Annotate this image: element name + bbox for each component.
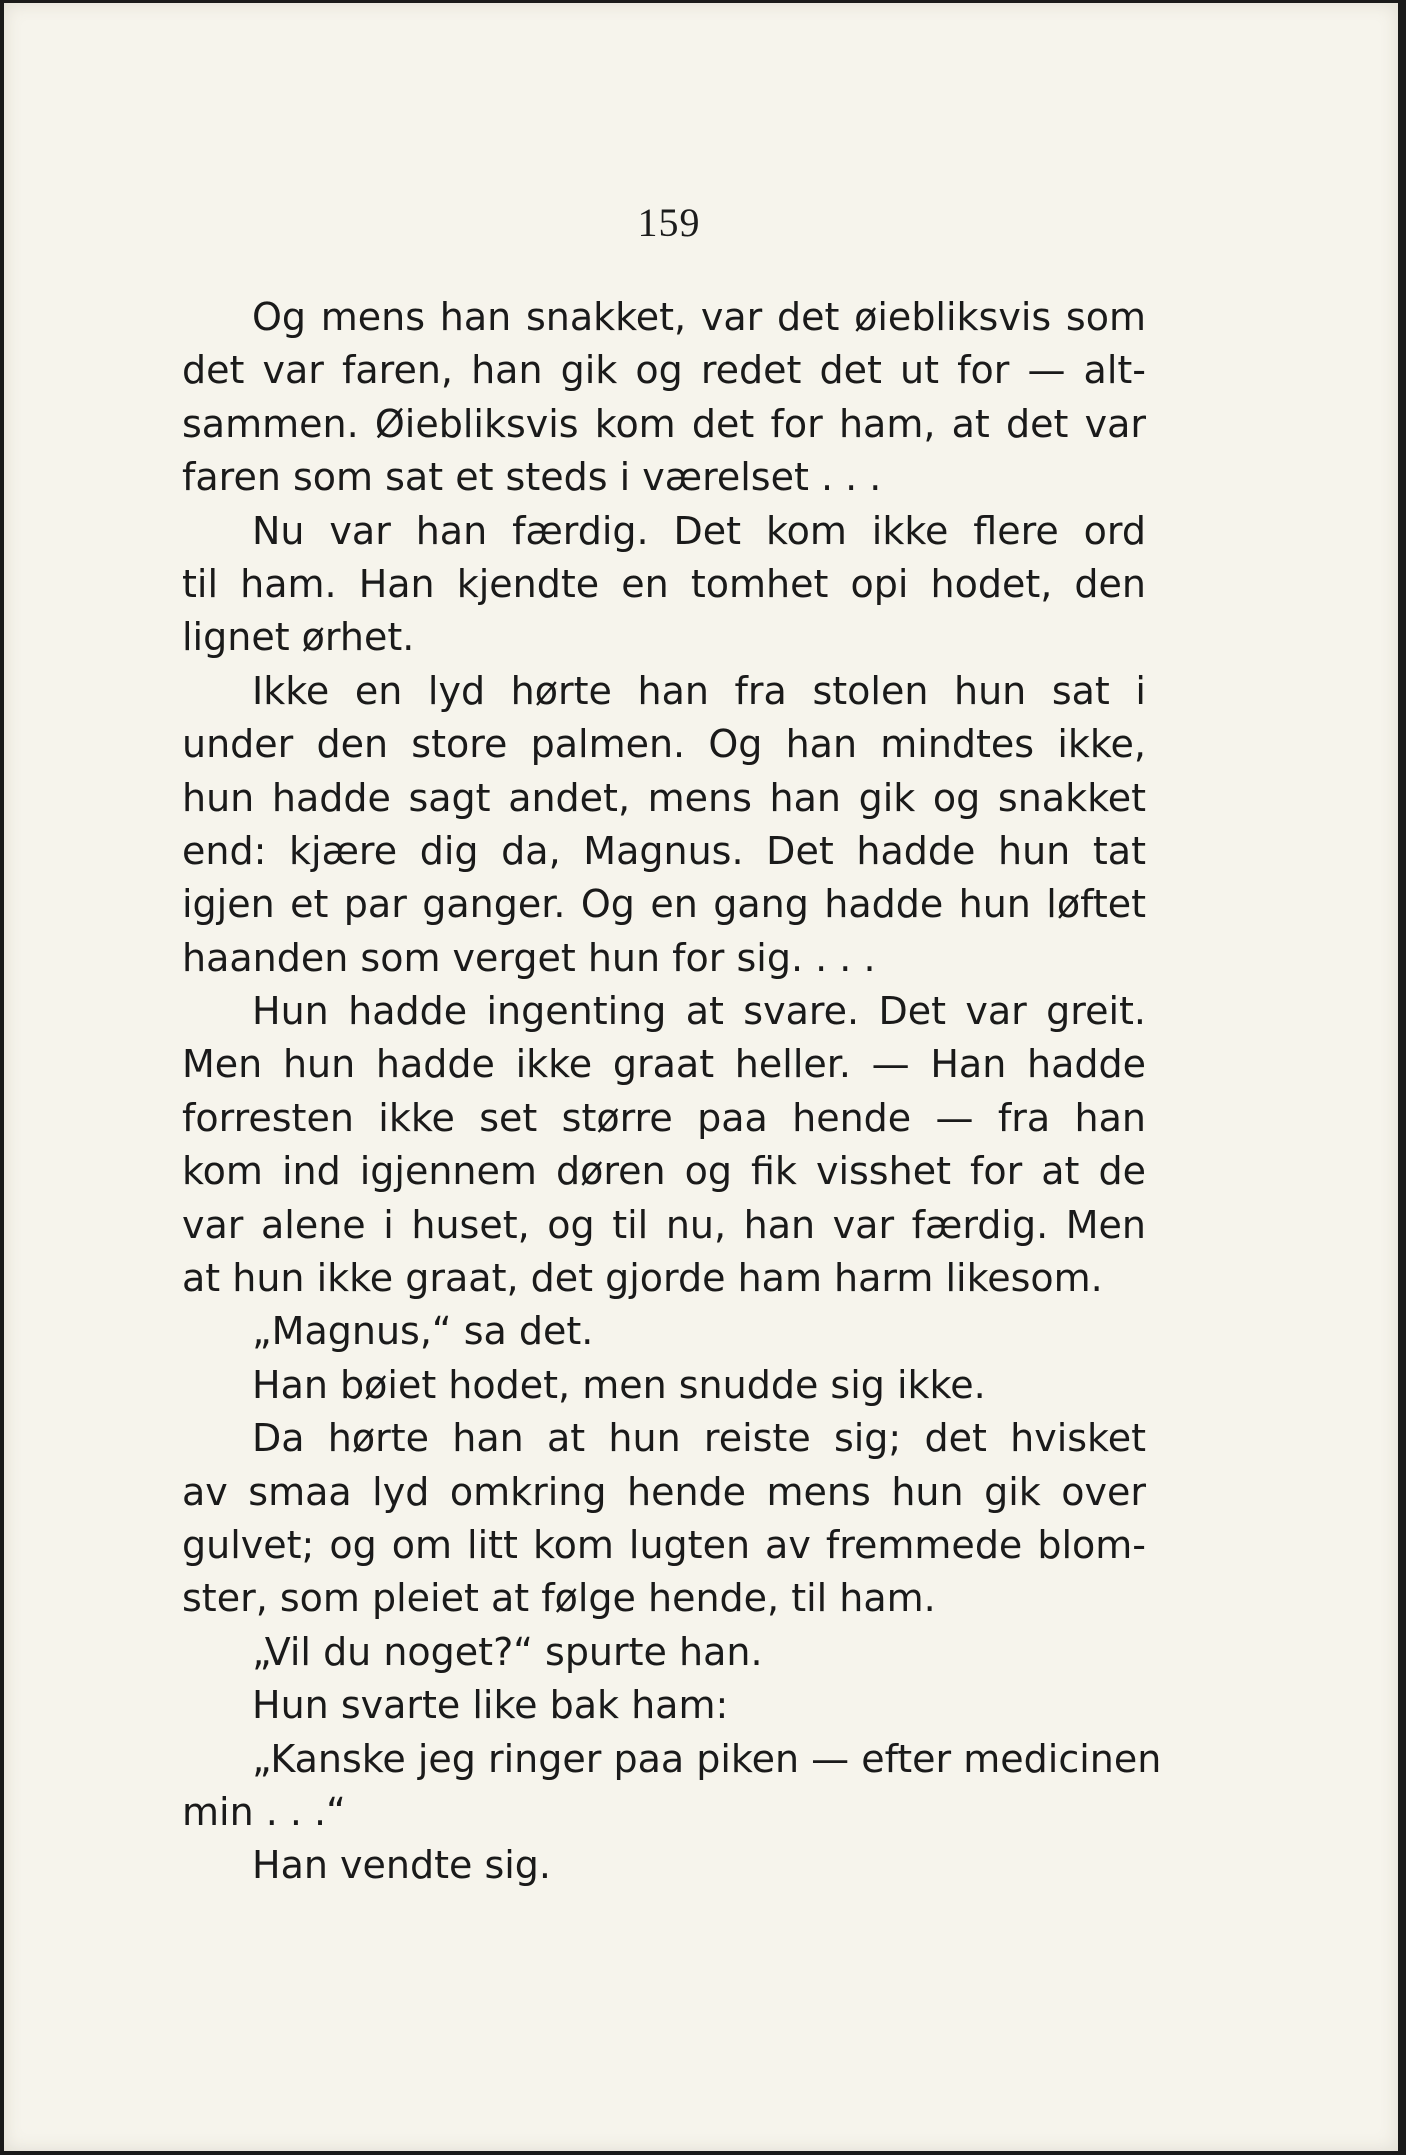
- text-line: lignet ørhet.: [182, 615, 415, 660]
- text-line: Nu var han færdig. Det kom ikke flere ord: [252, 508, 1146, 553]
- text-line: Han vendte sig.: [252, 1843, 552, 1888]
- text-line: av smaa lyd omkring hende mens hun gik over: [182, 1469, 1146, 1514]
- text-line: Hun hadde ingenting at svare. Det var greit.: [252, 989, 1146, 1034]
- text-line: end: kjære dig da, Magnus. Det hadde hun tat: [182, 828, 1146, 873]
- text-line: haanden som verget hun for sig. . . .: [182, 935, 876, 980]
- body-text: [182, 291, 1162, 1893]
- text-line: „Kanske jeg ringer paa piken — efter medicinen: [252, 1736, 1162, 1781]
- text-line: Han bøiet hodet, men snudde sig ikke.: [252, 1362, 986, 1407]
- text-line: igjen et par ganger. Og en gang hadde hun løftet: [182, 882, 1146, 927]
- text-line: „Magnus,“ sa det.: [252, 1309, 594, 1354]
- text-line: det var faren, han gik og redet det ut for — alt-: [182, 348, 1146, 393]
- text-line: Da hørte han at hun reiste sig; det hvisket: [252, 1416, 1146, 1461]
- text-line: Hun svarte like bak ham:: [252, 1683, 729, 1728]
- text-line: under den store palmen. Og han mindtes ikke,: [182, 722, 1146, 767]
- text-line: til ham. Han kjendte en tomhet opi hodet, den: [182, 561, 1146, 606]
- text-line: var alene i huset, og til nu, han var færdig. Men: [182, 1202, 1146, 1247]
- text-line: Men hun hadde ikke graat heller. — Han hadde: [182, 1042, 1146, 1087]
- text-line: „Vil du noget?“ spurte han.: [252, 1629, 763, 1674]
- text-line: Og mens han snakket, var det øiebliksvis som: [252, 295, 1146, 339]
- page-number: 159: [637, 200, 701, 245]
- text-line: gulvet; og om litt kom lugten av fremmede blom-: [182, 1522, 1146, 1567]
- text-line: sammen. Øiebliksvis kom det for ham, at det var: [182, 401, 1146, 446]
- text-line: forresten ikke set større paa hende — fra han: [182, 1095, 1146, 1140]
- book-page: [4, 3, 1398, 2151]
- text-line: at hun ikke graat, det gjorde ham harm likesom.: [182, 1256, 1103, 1301]
- text-line: faren som sat et steds i værelset . . .: [182, 455, 882, 500]
- text-line: Ikke en lyd hørte han fra stolen hun sat i: [252, 668, 1146, 713]
- text-line: min . . .“: [182, 1789, 346, 1834]
- text-line: hun hadde sagt andet, mens han gik og snakket: [182, 775, 1146, 820]
- text-line: kom ind igjennem døren og fik visshet for at de: [182, 1149, 1146, 1194]
- text-line: ster, som pleiet at følge hende, til ham.: [182, 1576, 936, 1621]
